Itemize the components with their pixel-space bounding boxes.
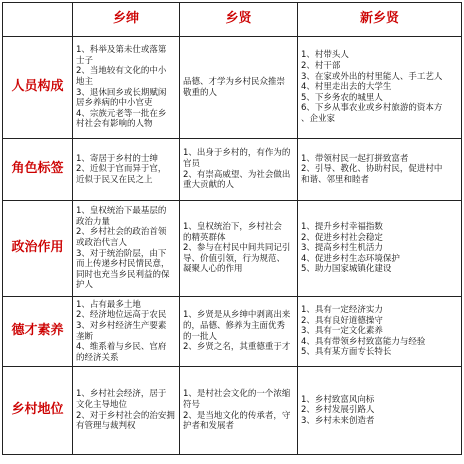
- cell-line: 导、价值引领，行为规范、: [183, 253, 286, 264]
- cell-line: 2、促进乡村社会稳定: [301, 232, 383, 243]
- cell-line: 1、提升乡村幸福指数: [301, 222, 383, 233]
- cell-line: 1、科举及第未仕或落第: [76, 45, 167, 56]
- cell-line: 1、占有最多土地: [76, 299, 141, 310]
- table-cell: [180, 201, 298, 297]
- cell-line: 3、在家或外出的村里能人、手工艺人: [301, 71, 443, 82]
- cell-line: 垄断: [76, 331, 94, 342]
- cell-line: 2、参与在村民中间共同记引: [183, 243, 291, 254]
- cell-line: 居乡养病的中小官吏: [76, 98, 153, 109]
- cell-line: 近似于民又在民之上: [76, 174, 153, 185]
- cell-line: 、企业家: [301, 113, 336, 124]
- row-label: 人员构成: [3, 37, 73, 139]
- cell-line: 官员: [183, 158, 201, 169]
- cell-line: 3、提高乡村生机活力: [301, 243, 383, 254]
- cell-line: 4、维系着与乡民、官府: [76, 342, 167, 353]
- cell-line: 2、是当地文化的传承者，守: [183, 410, 291, 421]
- cell-line: 同时也充当乡民利益的保: [76, 269, 170, 280]
- table-cell: [73, 139, 180, 201]
- cell-line: 1、村带头人: [301, 50, 349, 61]
- cell-line: 或政治代言人: [76, 237, 128, 248]
- cell-line: 品德、才学为乡村民众推崇: [183, 76, 286, 87]
- table-cell: [73, 201, 180, 297]
- cell-line: 1、乡村致富风向标: [301, 394, 375, 405]
- cell-line: 符号: [183, 399, 201, 410]
- table-row: [3, 297, 462, 367]
- row-label: 角色标签: [3, 139, 73, 201]
- table-cell: [298, 297, 462, 367]
- cell-line: 和谐、邻里和睦者: [301, 174, 370, 185]
- header-xiangxian: 乡贤: [180, 3, 298, 37]
- cell-line: 2、乡村发展引路人: [301, 405, 375, 416]
- cell-line: 1、具有一定经济实力: [301, 305, 383, 316]
- cell-line: 4、促进乡村生态环境保护: [301, 253, 400, 264]
- cell-line: 2、对于乡村社会的治安拥: [76, 410, 175, 421]
- cell-line: 2、有崇高威望、为社会做出: [183, 169, 291, 180]
- cell-line: 凝聚人心的作用: [183, 264, 243, 275]
- table-cell: [298, 139, 462, 201]
- cell-line: 1、皇权统治下，乡村社会: [183, 222, 282, 233]
- table-row: [3, 37, 462, 139]
- cell-line: 地主: [76, 76, 94, 87]
- cell-line: 5、下乡务农的城里人: [301, 92, 383, 103]
- cell-line: 1、寄居于乡村的士绅: [76, 153, 158, 164]
- cell-line: 2、乡贤之名，其重德重于才: [183, 342, 291, 353]
- cell-line: 的，品德、修养为主面优秀: [183, 320, 286, 331]
- cell-line: 3、退休回乡或长期赋闲: [76, 87, 167, 98]
- table-cell: [180, 139, 298, 201]
- cell-line: 的一批人: [183, 331, 218, 342]
- header-xiangshen: 乡绅: [73, 3, 180, 37]
- table-cell: [180, 297, 298, 367]
- cell-line: 3、具有一定文化素养: [301, 326, 383, 337]
- comparison-table-container: [2, 2, 461, 454]
- cell-line: 1、乡贤是从乡绅中剥离出来: [183, 310, 291, 321]
- table-row: [3, 367, 462, 455]
- cell-line: 护人: [76, 280, 94, 291]
- row-label: 政治作用: [3, 201, 73, 297]
- cell-line: 5、助力国家城镇化建设: [301, 264, 392, 275]
- cell-line: 3、乡村未来创造者: [301, 415, 375, 426]
- cell-line: 护者和发展者: [183, 421, 235, 432]
- row-label: 乡村地位: [3, 367, 73, 455]
- cell-line: 4、宗族元老等一批在乡: [76, 108, 167, 119]
- header-new-xiangxian: 新乡贤: [298, 3, 462, 37]
- header-row: [3, 3, 462, 37]
- table-row: [3, 139, 462, 201]
- cell-line: 有管理与裁判权: [76, 421, 136, 432]
- cell-line: 3、对于统治阶层，由下: [76, 248, 167, 259]
- cell-line: 6、下乡从事农业或乡村旅游的资本方: [301, 103, 443, 114]
- cell-line: 2、经济地位远高于农民: [76, 310, 167, 321]
- table-cell: [298, 201, 462, 297]
- table-cell: [298, 37, 462, 139]
- comparison-table: [2, 2, 462, 455]
- cell-line: 1、皇权统治下最基层的: [76, 206, 167, 217]
- cell-line: 5、具有某方面专长特长: [301, 347, 392, 358]
- table-cell: [73, 37, 180, 139]
- table-cell: [298, 367, 462, 455]
- cell-line: 的经济关系: [76, 352, 119, 363]
- cell-line: 政治力量: [76, 216, 111, 227]
- header-corner: [3, 3, 73, 37]
- cell-line: 村社会有影响的人物: [76, 119, 153, 130]
- cell-line: 4、具有带领乡村致富能力与经验: [301, 336, 426, 347]
- cell-line: 2、当地较有文化的中小: [76, 66, 167, 77]
- table-cell: [73, 297, 180, 367]
- cell-line: 士子: [76, 55, 94, 66]
- cell-line: 2、具有良好道德操守: [301, 315, 383, 326]
- table-cell: [180, 367, 298, 455]
- cell-line: 2、村干部: [301, 61, 341, 72]
- cell-line: 文化主导地位: [76, 399, 128, 410]
- cell-line: 的精英群体: [183, 232, 226, 243]
- table-cell: [180, 37, 298, 139]
- cell-line: 1、乡村社会经济，居于: [76, 389, 167, 400]
- cell-line: 1、出身于乡村的，有作为的: [183, 148, 291, 159]
- row-label: 德才素养: [3, 297, 73, 367]
- cell-line: 2、引导、教化、协助村民，促进村中: [301, 164, 443, 175]
- cell-line: 2、近似于官而异于官，: [76, 164, 167, 175]
- table-cell: [73, 367, 180, 455]
- cell-line: 重大贡献的人: [183, 180, 235, 191]
- cell-line: 4、村里走出去的大学生: [301, 82, 392, 93]
- cell-line: 敬重的人: [183, 87, 218, 98]
- cell-line: 1、是村社会文化的一个浓缩: [183, 389, 291, 400]
- table-row: [3, 201, 462, 297]
- cell-line: 1、带领村民一起打拼致富者: [301, 153, 409, 164]
- cell-line: 2、乡村社会的政治首领: [76, 227, 167, 238]
- cell-line: 而上传递乡村民情民意，: [76, 259, 170, 270]
- cell-line: 3、对乡村经济生产要素: [76, 320, 167, 331]
